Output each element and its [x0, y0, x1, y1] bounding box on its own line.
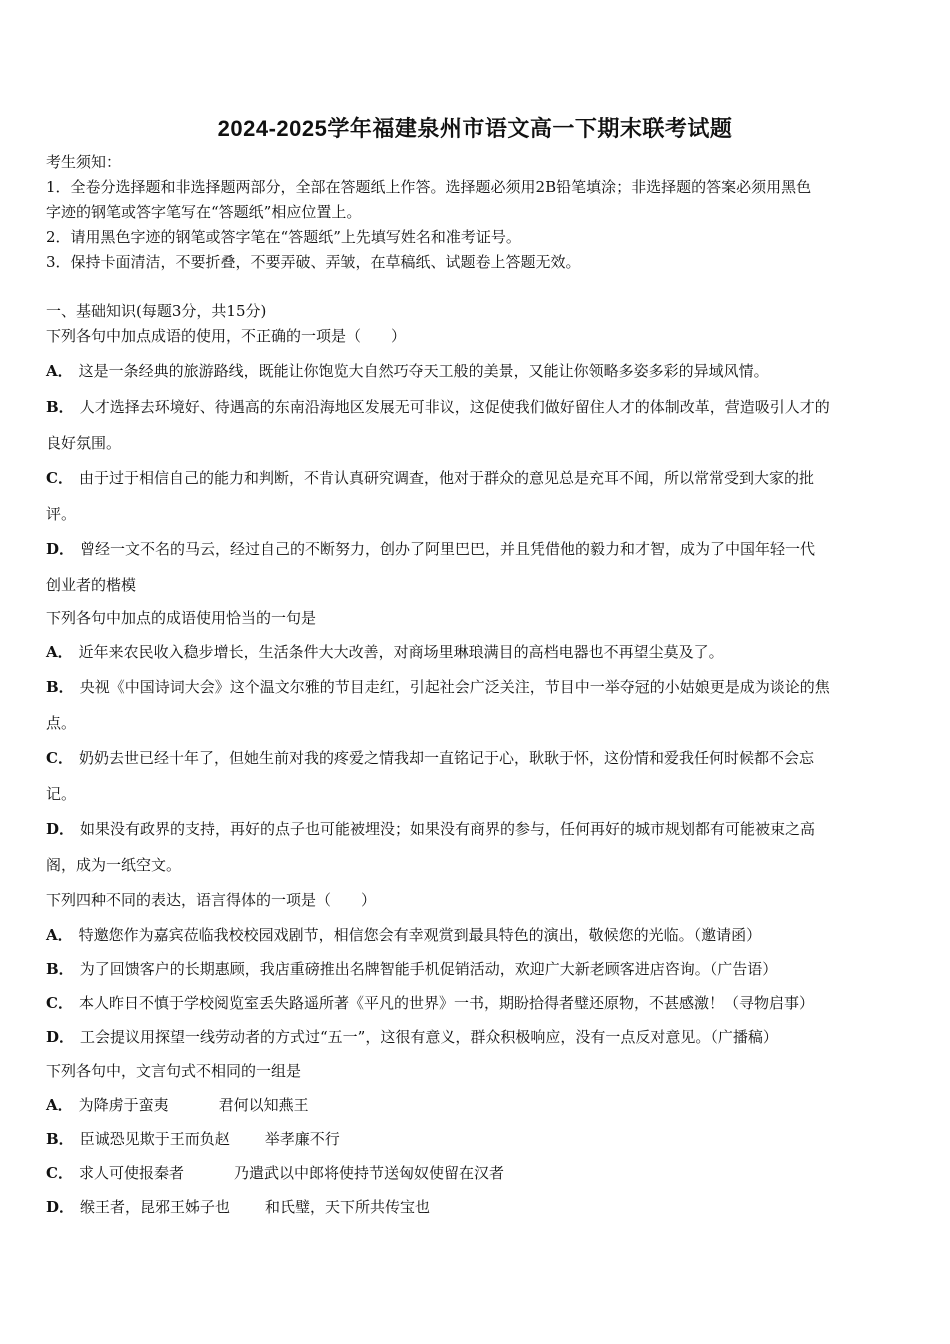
- option-tag: B．: [46, 398, 74, 416]
- option-tag: C．: [46, 469, 73, 487]
- option-tag: C．: [46, 994, 73, 1012]
- option-c-continued: 记。: [46, 785, 77, 803]
- option-text: 工会提议用探望一线劳动者的方式过“五一”，这很有意义，群众积极响应，没有一点反对意见。（广播稿）: [80, 1028, 778, 1046]
- option-b: [46, 397, 830, 417]
- option-b: [46, 677, 830, 697]
- question-stem: 下列四种不同的表达，语言得体的一项是（ ）: [46, 891, 377, 909]
- option-text: 臣诚恐见欺于王而负赵: [79, 1130, 230, 1148]
- option-tag: D．: [46, 1028, 75, 1046]
- option-d-continued: 创业者的楷模: [46, 576, 137, 594]
- option-text: 如果没有政界的支持，再好的点子也可能被埋没；如果没有商界的参与，任何再好的城市规划都有可能被束之高: [80, 820, 816, 838]
- option-a: [46, 361, 769, 381]
- option-c: [46, 993, 814, 1013]
- option-text: 乃遣武以中郎将使持节送匈奴使留在汉者: [233, 1164, 504, 1182]
- option-text: 由于过于相信自己的能力和判断，不肯认真研究调查，他对于群众的意见总是充耳不闻，所以常常受到大家的批: [78, 469, 814, 487]
- option-tag: C．: [46, 1164, 73, 1182]
- option-text: 奶奶去世已经十年了，但她生前对我的疼爱之情我却一直铭记于心，耿耿于怀，这份情和爱我任何时候都不会忘: [78, 749, 814, 767]
- option-text: 本人昨日不慎于学校阅览室丢失路遥所著《平凡的世界》一书，期盼拾得者璧还原物，不甚感激！（寻物启事）: [78, 994, 814, 1012]
- option-tag: B．: [46, 678, 74, 696]
- option-c: [46, 748, 814, 768]
- option-text: 曾经一文不名的马云，经过自己的不断努力，创办了阿里巴巴，并且凭借他的毅力和才智，成为了中国年轻一代: [80, 540, 816, 558]
- option-tag: B．: [46, 1130, 74, 1148]
- notice-line: 2．请用黑色字迹的钢笔或答字笔在“答题纸”上先填写姓名和准考证号。: [46, 228, 521, 246]
- option-text: 央视《中国诗词大会》这个温文尔雅的节目走红，引起社会广泛关注，节目中一举夺冠的小姑娘更是成为谈论的焦: [79, 678, 830, 696]
- question-stem: 下列各句中加点成语的使用，不正确的一项是（ ）: [46, 327, 407, 345]
- option-text: 为降虏于蛮夷: [78, 1096, 169, 1114]
- notice-line: 3．保持卡面清洁，不要折叠，不要弄破、弄皱，在草稿纸、试题卷上答题无效。: [46, 253, 581, 271]
- option-d: [46, 1027, 778, 1047]
- option-tag: A．: [46, 1096, 73, 1114]
- option-text: 近年来农民收入稳步增长，生活条件大大改善，对商场里琳琅满目的高档电器也不再望尘莫及了。: [78, 643, 724, 661]
- notice-line: 1．全卷分选择题和非选择题两部分，全部在答题纸上作答。选择题必须用2B铅笔填涂；非选择题的答案必须用黑色: [46, 178, 812, 196]
- option-b-continued: 良好氛围。: [46, 434, 122, 452]
- option-tag: B．: [46, 960, 74, 978]
- option-text: 求人可使报秦者: [78, 1164, 184, 1182]
- option-text: 缑王者，昆邪王姊子也: [80, 1198, 231, 1216]
- option-a: [46, 925, 761, 945]
- option-a: [46, 642, 724, 662]
- option-c-continued: 评。: [46, 505, 77, 523]
- option-tag: C．: [46, 749, 73, 767]
- option-a: [46, 1095, 309, 1115]
- option-b: [46, 959, 777, 979]
- option-text: 为了回馈客户的长期惠顾，我店重磅推出名牌智能手机促销活动，欢迎广大新老顾客进店咨询。（广告语）: [79, 960, 778, 978]
- option-tag: D．: [46, 820, 75, 838]
- option-tag: D．: [46, 1198, 75, 1216]
- option-tag: A．: [46, 926, 73, 944]
- option-c: [46, 468, 814, 488]
- option-d: [46, 539, 815, 559]
- option-text: 特邀您作为嘉宾莅临我校校园戏剧节，相信您会有幸观赏到最具特色的演出，敬候您的光临。（邀请函）: [78, 926, 762, 944]
- option-d: [46, 819, 815, 839]
- question-stem: 下列各句中加点的成语使用恰当的一句是: [46, 609, 317, 627]
- option-text: 这是一条经典的旅游路线，既能让你饱览大自然巧夺天工般的美景，又能让你领略多姿多彩的异域风情。: [78, 362, 769, 380]
- option-b: [46, 1129, 340, 1149]
- question-stem: 下列各句中，文言句式不相同的一组是: [46, 1062, 302, 1080]
- option-text: 人才选择去环境好、待遇高的东南沿海地区发展无可非议，这促使我们做好留住人才的体制改革，营造吸引人才的: [79, 398, 830, 416]
- option-tag: A．: [46, 362, 73, 380]
- section-heading: 一、基础知识(每题3分，共15分): [46, 302, 267, 320]
- option-text: 君何以知燕王: [218, 1096, 309, 1114]
- option-tag: D．: [46, 540, 75, 558]
- notice-line: 字迹的钢笔或答字笔写在“答题纸”相应位置上。: [46, 203, 362, 221]
- option-d: [46, 1197, 430, 1217]
- option-b-continued: 点。: [46, 714, 77, 732]
- option-text: 和氏璧，天下所共传宝也: [265, 1198, 431, 1216]
- page-title: 2024-2025学年福建泉州市语文高一下期末联考试题: [217, 116, 733, 141]
- option-text: 举孝廉不行: [264, 1130, 340, 1148]
- notice-heading: 考生须知：: [46, 153, 122, 171]
- option-d-continued: 阁，成为一纸空文。: [46, 856, 182, 874]
- option-tag: A．: [46, 643, 73, 661]
- option-c: [46, 1163, 504, 1183]
